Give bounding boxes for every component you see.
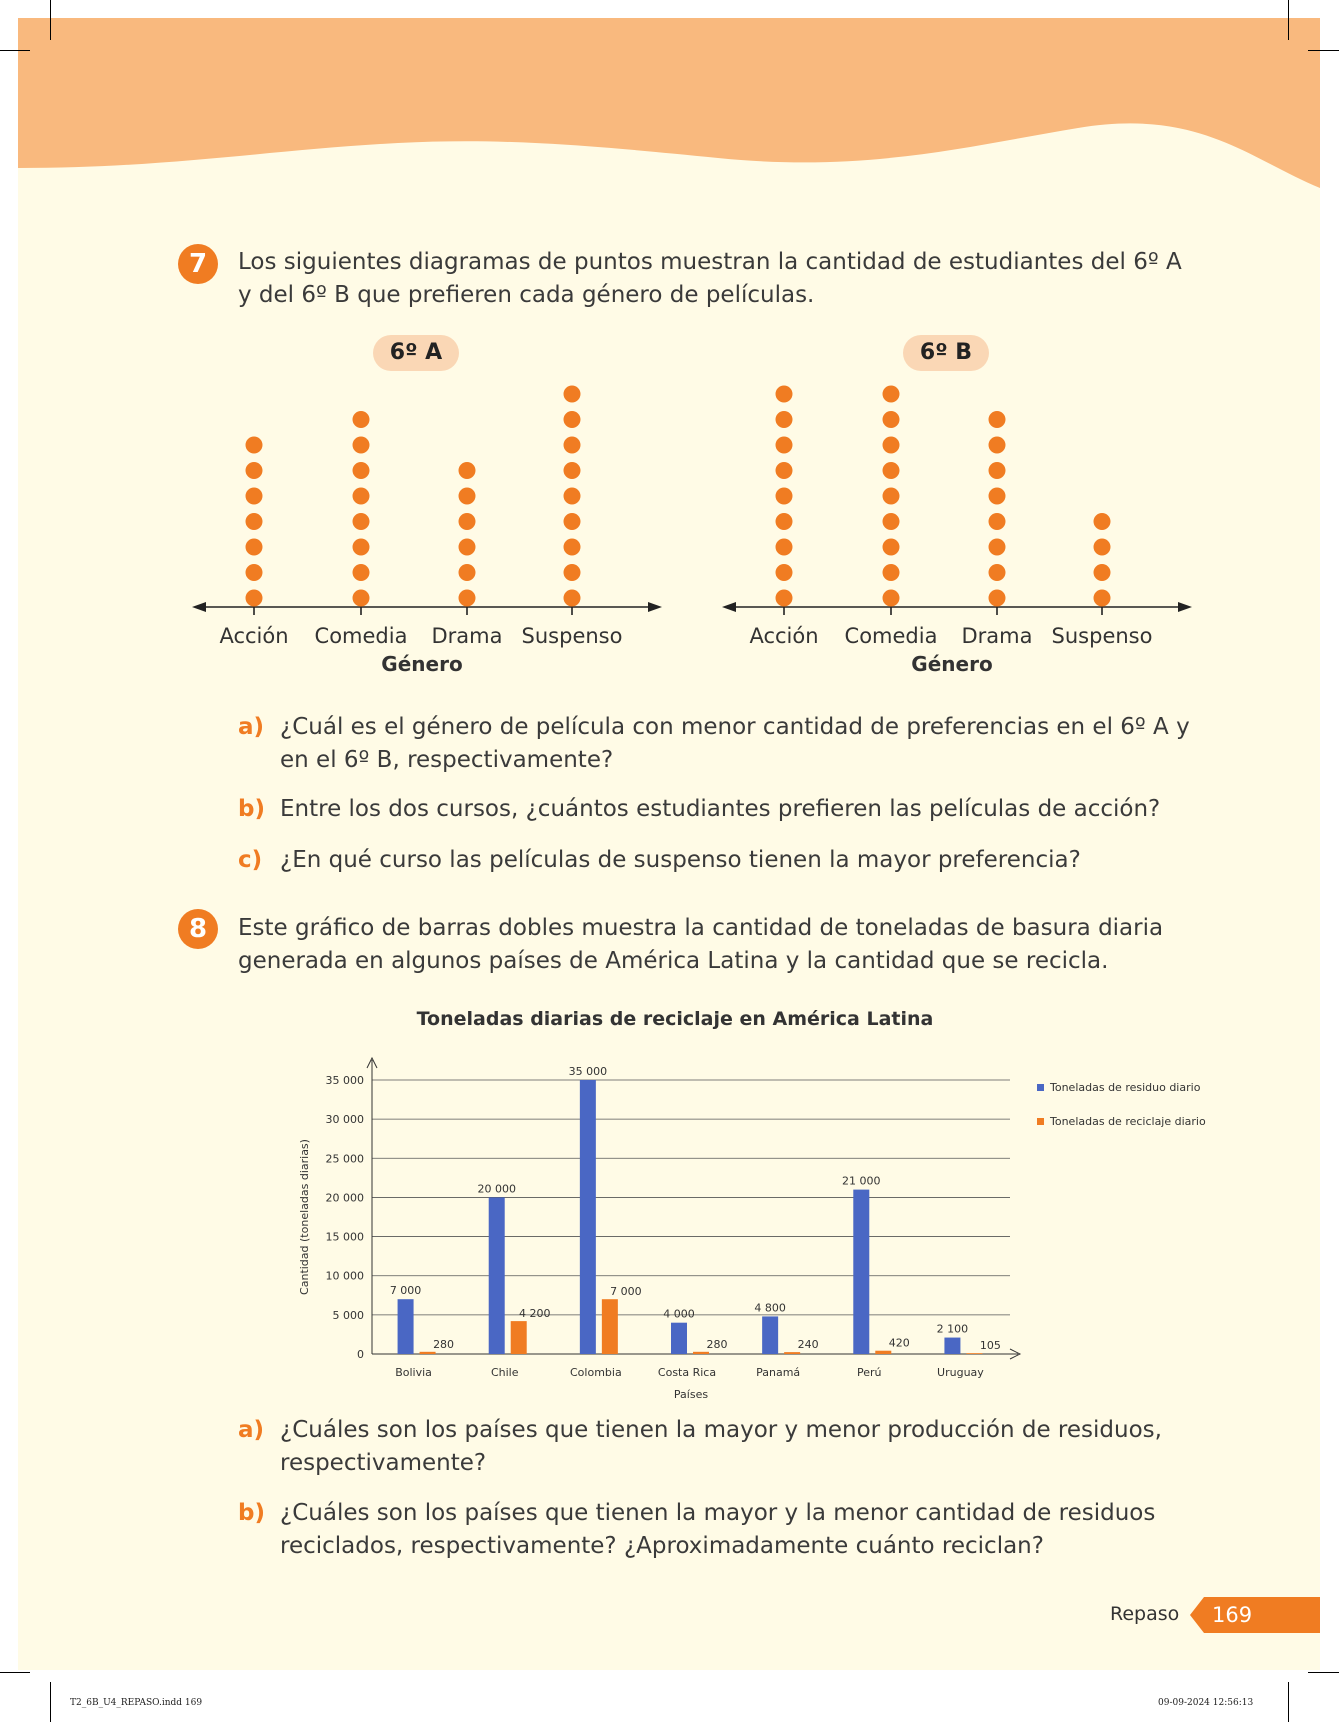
question-8b-text-line2: reciclados, respectivamente? ¿Aproximadamente cuánto reciclan? — [280, 1533, 1044, 1559]
bar-reciclaje-2 — [602, 1299, 618, 1354]
data-dot-ex7.plotB-1 — [883, 513, 900, 530]
data-dot-ex7.plotB-1 — [883, 462, 900, 479]
page-number-tab — [1190, 1597, 1320, 1633]
course-6b-label: 6º B — [903, 335, 989, 371]
data-dot-ex7.plotB-1 — [883, 590, 900, 607]
data-dot-ex7.plotB-0 — [776, 590, 793, 607]
data-dot-ex7.plotA-1 — [353, 590, 370, 607]
category-label: Comedia — [844, 624, 938, 648]
x-tick-label: Bolivia — [395, 1366, 432, 1379]
data-dot-ex7.plotA-0 — [246, 462, 263, 479]
y-tick-label: 5 000 — [332, 1308, 364, 1322]
data-dot-ex7.plotB-2 — [989, 437, 1006, 454]
x-tick-label: Costa Rica — [657, 1366, 717, 1379]
bar-residuo-5 — [853, 1190, 869, 1354]
data-dot-ex7.plotB-3 — [1094, 590, 1111, 607]
date-slug: 09-09-2024 12:56:13 — [1158, 1698, 1254, 1708]
data-label: 280 — [706, 1337, 728, 1351]
data-label: 21 000 — [842, 1174, 881, 1188]
data-dot-ex7.plotA-2 — [459, 513, 476, 530]
category-label: Acción — [749, 624, 819, 648]
data-dot-ex7.plotB-0 — [776, 437, 793, 454]
data-label: 7 000 — [389, 1284, 422, 1298]
bar-residuo-2 — [580, 1080, 596, 1354]
data-dot-ex7.plotB-0 — [776, 539, 793, 556]
file-slug: T2_6B_U4_REPASO.indd 169 — [70, 1698, 203, 1708]
data-dot-ex7.plotB-3 — [1094, 564, 1111, 581]
legend-swatch — [1037, 1118, 1044, 1125]
data-dot-ex7.plotA-3 — [564, 437, 581, 454]
axis-arrow-right — [648, 602, 662, 612]
category-label: Drama — [431, 624, 503, 648]
header-wave — [18, 18, 1320, 228]
data-label: 20 000 — [477, 1182, 516, 1196]
category-label: Acción — [219, 624, 289, 648]
axis-title: Género — [381, 652, 463, 676]
y-tick-label: 20 000 — [325, 1191, 364, 1205]
question-7b-text: Entre los dos cursos, ¿cuántos estudiantes prefieren las películas de acción? — [280, 796, 1161, 822]
data-dot-ex7.plotA-0 — [246, 590, 263, 607]
y-tick-label: 10 000 — [325, 1269, 364, 1283]
data-dot-ex7.plotA-2 — [459, 488, 476, 505]
data-dot-ex7.plotA-3 — [564, 564, 581, 581]
data-dot-ex7.plotB-2 — [989, 564, 1006, 581]
exercise-7-text-line1: Los siguientes diagramas de puntos muestran la cantidad de estudiantes del 6º A — [238, 249, 1182, 275]
data-dot-ex7.plotB-0 — [776, 411, 793, 428]
question-7c-text: ¿En qué curso las películas de suspenso tienen la mayor preferencia? — [280, 847, 1081, 873]
data-dot-ex7.plotA-2 — [459, 462, 476, 479]
data-dot-ex7.plotA-2 — [459, 564, 476, 581]
data-label: 240 — [797, 1338, 819, 1352]
question-7c-letter: c) — [238, 847, 263, 873]
data-dot-ex7.plotA-0 — [246, 564, 263, 581]
dot-plot-6b — [720, 370, 1200, 680]
data-dot-ex7.plotA-3 — [564, 462, 581, 479]
data-dot-ex7.plotB-0 — [776, 564, 793, 581]
bar-residuo-6 — [944, 1338, 960, 1354]
bar-chart — [280, 1045, 1240, 1405]
x-tick-label: Perú — [857, 1366, 882, 1379]
category-label: Suspenso — [1051, 624, 1153, 648]
data-label: 105 — [979, 1339, 1001, 1353]
category-label: Comedia — [314, 624, 408, 648]
data-dot-ex7.plotB-1 — [883, 386, 900, 403]
data-dot-ex7.plotB-3 — [1094, 539, 1111, 556]
y-axis-label: Cantidad (toneladas diarias) — [298, 1139, 311, 1295]
y-tick-label: 25 000 — [325, 1152, 364, 1166]
course-6a-label: 6º A — [373, 335, 459, 371]
exercise-8-badge: 8 — [178, 909, 218, 949]
data-dot-ex7.plotB-1 — [883, 437, 900, 454]
bar-residuo-3 — [671, 1323, 687, 1354]
category-label: Drama — [961, 624, 1033, 648]
data-dot-ex7.plotA-0 — [246, 437, 263, 454]
data-dot-ex7.plotA-3 — [564, 590, 581, 607]
data-dot-ex7.plotA-0 — [246, 513, 263, 530]
x-tick-label: Panamá — [756, 1366, 801, 1379]
x-tick-label: Colombia — [570, 1366, 622, 1379]
exercise-8-text-line2: generada en algunos países de América Latina y la cantidad que se recicla. — [238, 948, 1109, 974]
axis-arrow-left — [722, 602, 736, 612]
exercise-8-text-line1: Este gráfico de barras dobles muestra la cantidad de toneladas de basura diaria — [238, 915, 1164, 941]
axis-title: Género — [911, 652, 993, 676]
data-dot-ex7.plotB-2 — [989, 488, 1006, 505]
bar-reciclaje-4 — [784, 1352, 800, 1354]
y-tick-label: 30 000 — [325, 1113, 364, 1127]
legend-label: Toneladas de reciclaje diario — [1050, 1115, 1206, 1128]
bar-reciclaje-1 — [511, 1321, 527, 1354]
data-dot-ex7.plotB-0 — [776, 462, 793, 479]
data-dot-ex7.plotB-1 — [883, 564, 900, 581]
data-dot-ex7.plotB-0 — [776, 488, 793, 505]
data-dot-ex7.plotA-1 — [353, 437, 370, 454]
x-tick-label: Uruguay — [937, 1366, 984, 1379]
data-label: 4 000 — [663, 1307, 695, 1321]
data-label: 2 100 — [936, 1322, 969, 1336]
bar-reciclaje-5 — [875, 1351, 891, 1354]
question-8b-letter: b) — [238, 1500, 265, 1526]
data-label: 4 200 — [518, 1307, 551, 1321]
data-dot-ex7.plotA-1 — [353, 411, 370, 428]
dot-plot-6a — [190, 370, 670, 680]
x-axis-label: Países — [673, 1388, 709, 1401]
question-7b-letter: b) — [238, 796, 265, 822]
data-label: 280 — [433, 1337, 455, 1351]
question-7a-text-line2: en el 6º B, respectivamente? — [280, 747, 614, 773]
data-dot-ex7.plotB-2 — [989, 513, 1006, 530]
data-dot-ex7.plotB-0 — [776, 513, 793, 530]
data-dot-ex7.plotB-2 — [989, 462, 1006, 479]
data-dot-ex7.plotA-1 — [353, 539, 370, 556]
category-label: Suspenso — [521, 624, 623, 648]
page-number: 169 — [1212, 1603, 1253, 1627]
axis-arrow-right — [1178, 602, 1192, 612]
data-dot-ex7.plotB-0 — [776, 386, 793, 403]
data-dot-ex7.plotA-1 — [353, 564, 370, 581]
y-tick-label: 15 000 — [325, 1230, 364, 1244]
data-label: 7 000 — [610, 1285, 642, 1299]
data-dot-ex7.plotA-1 — [353, 488, 370, 505]
data-dot-ex7.plotB-1 — [883, 411, 900, 428]
data-dot-ex7.plotA-0 — [246, 488, 263, 505]
data-dot-ex7.plotA-0 — [246, 539, 263, 556]
data-dot-ex7.plotA-1 — [353, 462, 370, 479]
chart-title: Toneladas diarias de reciclaje en América Latina — [416, 1008, 934, 1030]
bar-reciclaje-3 — [693, 1352, 709, 1354]
question-8b-text-line1: ¿Cuáles son los países que tienen la mayor y la menor cantidad de residuos — [280, 1500, 1156, 1526]
data-dot-ex7.plotB-2 — [989, 539, 1006, 556]
bar-residuo-4 — [762, 1316, 778, 1354]
question-7a-text-line1: ¿Cuál es el género de película con menor cantidad de preferencias en el 6º A y — [280, 714, 1190, 740]
y-tick-label: 0 — [357, 1348, 364, 1361]
question-8a-text-line1: ¿Cuáles son los países que tienen la mayor y menor producción de residuos, — [280, 1417, 1162, 1443]
axis-arrow-left — [192, 602, 206, 612]
data-dot-ex7.plotB-2 — [989, 411, 1006, 428]
data-dot-ex7.plotB-1 — [883, 488, 900, 505]
exercise-7-badge: 7 — [178, 244, 218, 284]
data-label: 4 800 — [754, 1301, 786, 1315]
y-tick-label: 35 000 — [325, 1074, 364, 1087]
data-dot-ex7.plotA-3 — [564, 513, 581, 530]
bar-residuo-1 — [489, 1197, 505, 1354]
data-dot-ex7.plotA-3 — [564, 386, 581, 403]
data-label: 35 000 — [568, 1065, 608, 1078]
question-7a-letter: a) — [238, 714, 265, 740]
data-label: 420 — [888, 1336, 910, 1350]
data-dot-ex7.plotA-2 — [459, 539, 476, 556]
data-dot-ex7.plotB-1 — [883, 539, 900, 556]
data-dot-ex7.plotA-3 — [564, 411, 581, 428]
data-dot-ex7.plotA-2 — [459, 590, 476, 607]
data-dot-ex7.plotA-3 — [564, 539, 581, 556]
legend-swatch — [1037, 1084, 1044, 1091]
data-dot-ex7.plotB-2 — [989, 590, 1006, 607]
question-8a-letter: a) — [238, 1417, 265, 1443]
question-8a-text-line2: respectivamente? — [280, 1450, 487, 1476]
exercise-7-text-line2: y del 6º B que prefieren cada género de películas. — [238, 282, 815, 308]
data-dot-ex7.plotA-3 — [564, 488, 581, 505]
bar-residuo-0 — [398, 1299, 414, 1354]
x-tick-label: Chile — [490, 1366, 519, 1379]
data-dot-ex7.plotA-1 — [353, 513, 370, 530]
section-label: Repaso — [1110, 1603, 1180, 1625]
bar-reciclaje-0 — [420, 1352, 436, 1354]
legend-label: Toneladas de residuo diario — [1050, 1081, 1201, 1094]
bar-reciclaje-6 — [966, 1353, 982, 1354]
data-dot-ex7.plotB-3 — [1094, 513, 1111, 530]
